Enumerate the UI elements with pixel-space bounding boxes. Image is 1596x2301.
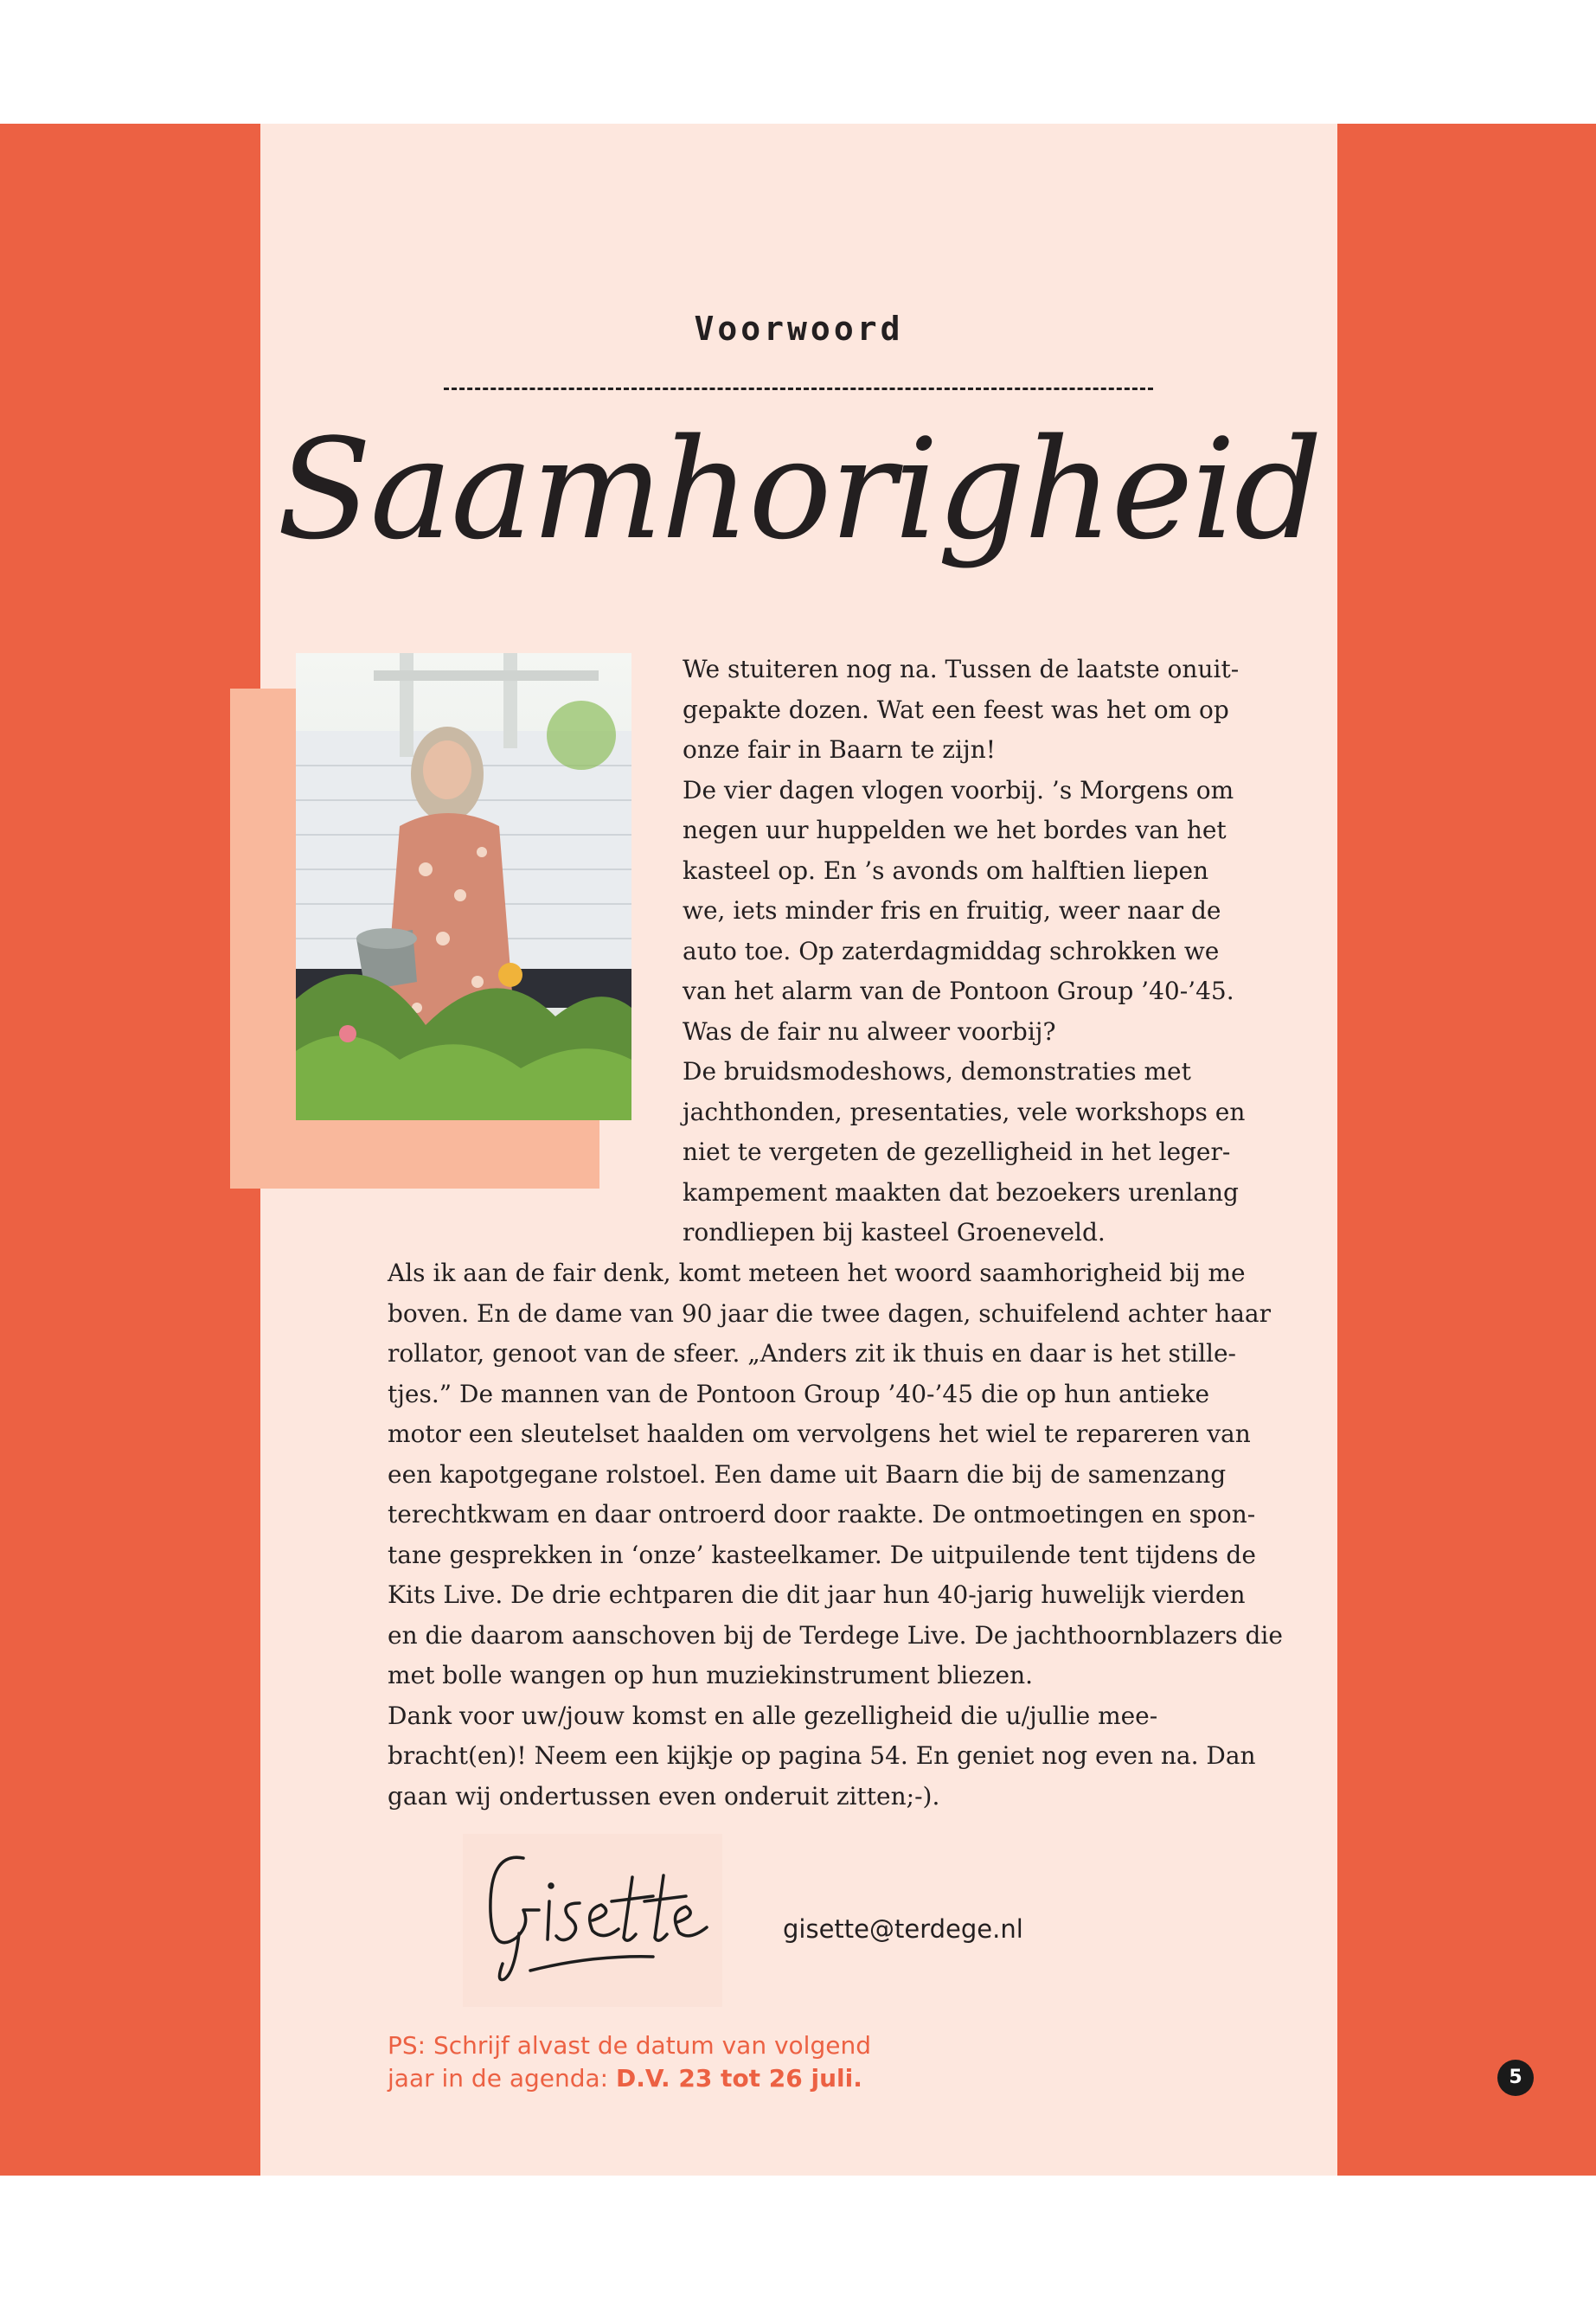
text-line: rondliepen bij kasteel Groeneveld. — [683, 1218, 1106, 1247]
text-line: gaan wij ondertussen even onderuit zitten;-). — [388, 1781, 940, 1811]
text-line: negen uur huppelden we het bordes van het — [683, 816, 1227, 844]
text-line: jachthonden, presentaties, vele workshops en — [683, 1097, 1246, 1126]
text-line: van het alarm van de Pontoon Group ’40-’45. — [683, 977, 1234, 1005]
page-number-badge: 5 — [1497, 2060, 1534, 2096]
text-line: We stuiteren nog na. Tussen de laatste onuit- — [683, 655, 1240, 683]
text-line: motor een sleutelset haalden om vervolgens het wiel te repareren van — [388, 1420, 1251, 1448]
ps-line — [388, 2062, 871, 2095]
signature-icon — [463, 1834, 722, 2007]
section-kicker: Voorwoord — [694, 310, 904, 348]
body-text-full-width — [388, 1253, 1283, 1817]
dashed-divider — [444, 388, 1153, 390]
text-line: Was de fair nu alweer voorbij? — [683, 1016, 1056, 1046]
text-line: tane gesprekken in ‘onze’ kasteelkamer. De uitpuilende tent tijdens de — [388, 1540, 1256, 1569]
text-line: rollator, genoot van de sfeer. „Anders zit ik thuis en daar is het stille- — [388, 1339, 1237, 1368]
ps-line: PS: Schrijf alvast de datum van volgend — [388, 2031, 871, 2060]
photo-illustration — [296, 653, 631, 1120]
text-line: en die daarom aanschoven bij de Terdege Live. De jachthoornblazers die — [388, 1620, 1283, 1650]
text-line: boven. En de dame van 90 jaar die twee dagen, schuifelend achter haar — [388, 1298, 1272, 1328]
text-line: Dank voor uw/jouw komst en alle gezelligheid die u/jullie mee- — [388, 1701, 1158, 1730]
text-line: niet te vergeten de gezelligheid in het leger- — [683, 1138, 1231, 1166]
text-line: kasteel op. En ’s avonds om halftien liepen — [683, 856, 1209, 885]
page-title: Saamhorigheid — [277, 408, 1321, 570]
text-line: De bruidsmodeshows, demonstraties met — [683, 1057, 1191, 1086]
text-line: kampement maakten dat bezoekers urenlang — [683, 1177, 1239, 1207]
text-line: Als ik aan de fair denk, komt meteen het woord saamhorigheid bij me — [388, 1259, 1246, 1287]
contact-email[interactable]: gisette@terdege.nl — [783, 1914, 1023, 1944]
handwritten-signature — [463, 1834, 722, 2007]
text-line: De vier dagen vlogen voorbij. ’s Morgens om — [683, 775, 1234, 804]
text-line: een kapotgegane rolstoel. Een dame uit Baarn die bij de samenzang — [388, 1459, 1227, 1489]
text-line: met bolle wangen op hun muziekinstrument bliezen. — [388, 1661, 1034, 1689]
text-line: Kits Live. De drie echtparen die dit jaar hun 40-jarig huwelijk vierden — [388, 1580, 1246, 1609]
text-line: terechtkwam en daar ontroerd door raakte. De ontmoetingen en spon- — [388, 1500, 1256, 1529]
text-line: onze fair in Baarn te zijn! — [683, 735, 996, 764]
text-line: gepakte dozen. Wat een feest was het om op — [683, 695, 1229, 724]
woman-watering-garden-photo — [296, 653, 631, 1120]
ps-note — [388, 2029, 871, 2095]
text-line: auto toe. Op zaterdagmiddag schrokken we — [683, 936, 1220, 965]
text-line: bracht(en)! Neem een kijkje op pagina 54. En geniet nog even na. Dan — [388, 1741, 1256, 1770]
ps-line-prefix: jaar in de agenda: — [388, 2064, 617, 2093]
body-text-right-column — [683, 650, 1245, 1253]
ps-date-highlight: D.V. 23 tot 26 juli. — [616, 2064, 862, 2093]
text-line: we, iets minder fris en fruitig, weer naar de — [683, 896, 1221, 925]
text-line: tjes.” De mannen van de Pontoon Group ’40-’45 die op hun antieke — [388, 1379, 1210, 1408]
